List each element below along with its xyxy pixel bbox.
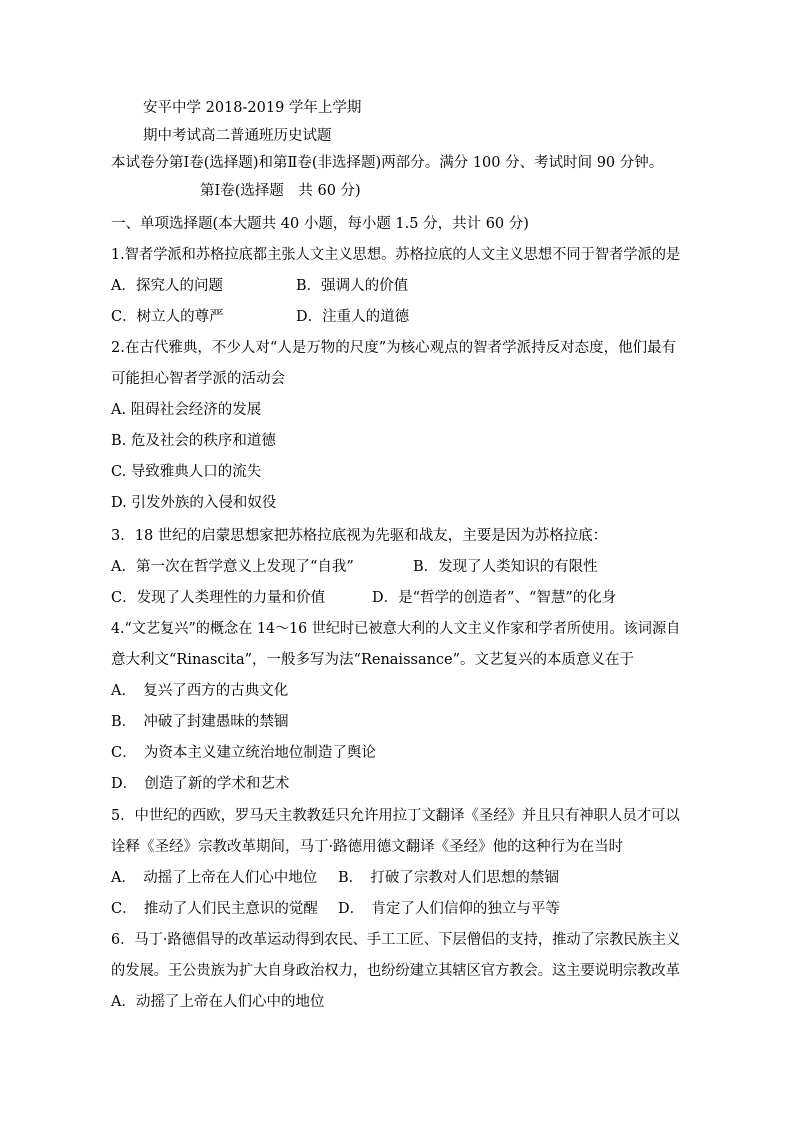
question-2-option-b: B. 危及社会的秩序和道德 bbox=[111, 433, 276, 449]
question-1-option-b: B．强调人的价值 bbox=[296, 278, 409, 294]
question-4-option-d: D． 创造了新的学术和艺术 bbox=[111, 776, 290, 792]
question-2-option-d: D. 引发外族的入侵和奴役 bbox=[111, 495, 277, 511]
question-3-option-b: B．发现了人类知识的有限性 bbox=[413, 559, 598, 575]
question-6-option-a: A．动摇了上帝在人们心中的地位 bbox=[111, 994, 325, 1010]
question-5-option-a: A． 动摇了上帝在人们心中地位 bbox=[111, 870, 318, 886]
question-1-option-c: C．树立人的尊严 bbox=[111, 309, 224, 325]
exam-title: 期中考试高二普通班历史试题 bbox=[143, 128, 332, 144]
question-5-option-b: B． 打破了宗教对人们思想的禁锢 bbox=[338, 870, 559, 886]
question-2-option-c: C. 导致雅典人口的流失 bbox=[111, 464, 262, 480]
question-5-stem-line-2: 诠释《圣经》宗教改革期间，马丁·路德用德文翻译《圣经》他的这种行为在当时 bbox=[111, 839, 624, 855]
school-line: 安平中学 2018-2019 学年上学期 bbox=[143, 100, 362, 116]
question-4-stem-line-2: 意大利文“Rinascita”，一般多写为法“Renaissance”。文艺复兴的本质意义在于 bbox=[111, 652, 635, 668]
question-3-stem: 3．18 世纪的启蒙思想家把苏格拉底视为先驱和战友，主要是因为苏格拉底： bbox=[111, 528, 608, 544]
question-3-option-d: D．是“哲学的创造者”、“智慧”的化身 bbox=[372, 590, 617, 606]
question-6-stem-line-2: 的发展。王公贵族为扩大自身政治权力，也纷纷建立其辖区官方教会。这主要说明宗教改革 bbox=[111, 963, 680, 979]
question-1-stem: 1.智者学派和苏格拉底都主张人文主义思想。苏格拉底的人文主义思想不同于智者学派的是 bbox=[111, 247, 681, 263]
question-4-option-a: A． 复兴了西方的古典文化 bbox=[111, 683, 289, 699]
question-5-option-d: D． 肯定了人们信仰的独立与平等 bbox=[338, 901, 560, 917]
question-2-option-a: A. 阻碍社会经济的发展 bbox=[111, 402, 262, 418]
question-2-stem-line-2: 可能担心智者学派的活动会 bbox=[111, 371, 285, 387]
question-6-stem-line-1: 6．马丁·路德倡导的改革运动得到农民、手工工匠、下层僧侣的支持，推动了宗教民族主义 bbox=[111, 932, 681, 948]
part-title: 第Ⅰ卷(选择题 共 60 分) bbox=[200, 183, 361, 199]
question-4-option-c: C． 为资本主义建立统治地位制造了舆论 bbox=[111, 745, 376, 761]
section-title: 一、单项选择题(本大题共 40 小题，每小题 1.5 分，共计 60 分) bbox=[111, 216, 529, 232]
intro-text: 本试卷分第Ⅰ卷(选择题)和第Ⅱ卷(非选择题)两部分。满分 100 分、考试时间 90 分钟。 bbox=[111, 155, 664, 171]
question-1-option-d: D．注重人的道德 bbox=[296, 309, 410, 325]
question-1-option-a: A．探究人的问题 bbox=[111, 278, 223, 294]
question-4-stem-line-1: 4.“文艺复兴”的概念在 14～16 世纪时已被意大利的人文主义作家和学者所使用。该词源自 bbox=[111, 621, 681, 637]
question-3-option-a: A．第一次在哲学意义上发现了“自我” bbox=[111, 559, 354, 575]
question-5-stem-line-1: 5．中世纪的西欧，罗马天主教教廷只允许用拉丁文翻译《圣经》并且只有神职人员才可以 bbox=[111, 808, 680, 824]
question-2-stem-line-1: 2.在古代雅典，不少人对“人是万物的尺度”为核心观点的智者学派持反对态度，他们最有 bbox=[111, 340, 677, 356]
question-5-option-c: C． 推动了人们民主意识的觉醒 bbox=[111, 901, 318, 917]
question-3-option-c: C．发现了人类理性的力量和价值 bbox=[111, 590, 326, 606]
question-4-option-b: B． 冲破了封建愚昧的禁锢 bbox=[111, 714, 289, 730]
